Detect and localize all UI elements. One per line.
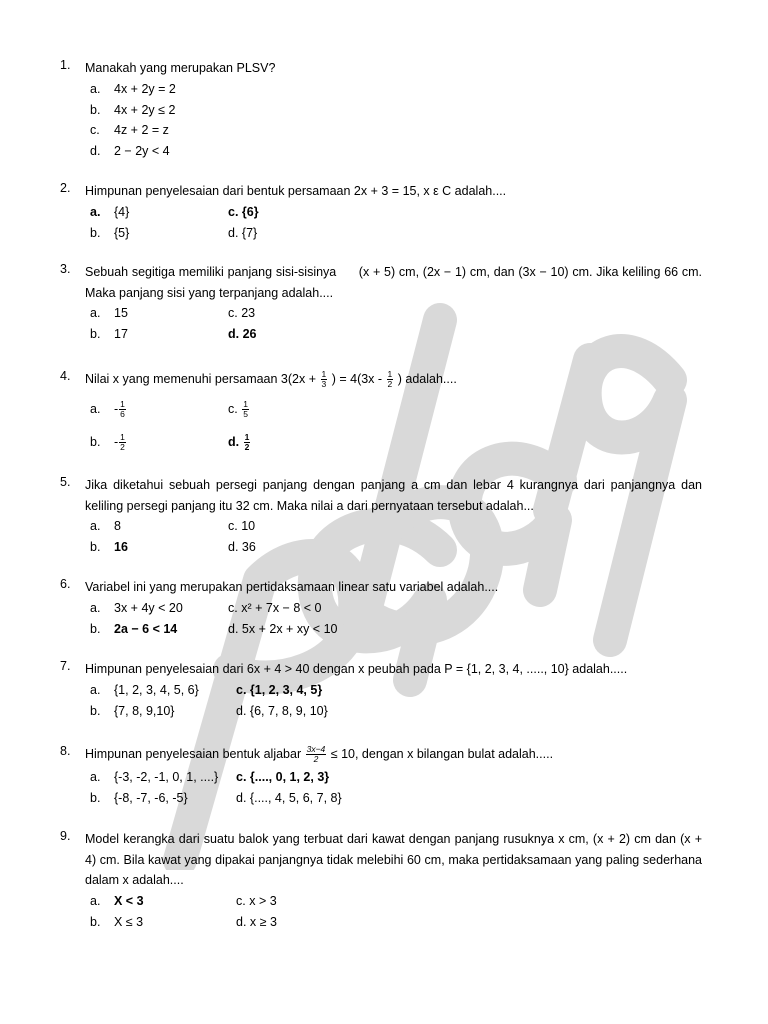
question-number: 9. xyxy=(60,829,71,843)
fraction-numerator: 3x−4 xyxy=(306,744,326,755)
option-d xyxy=(228,619,337,640)
option-c xyxy=(236,767,329,788)
option-letter: c. xyxy=(228,519,238,533)
option-sign: - xyxy=(114,402,119,416)
option-letter: d. xyxy=(90,144,101,158)
option-a xyxy=(90,79,176,100)
option-a xyxy=(90,598,183,619)
option-sign: - xyxy=(114,435,119,449)
option-text: {1, 2, 3, 4, 5, 6} xyxy=(114,683,199,697)
option-a xyxy=(90,891,144,912)
option-text: {6, 7, 8, 9, 10} xyxy=(249,704,328,718)
option-text: X ≤ 3 xyxy=(114,915,144,929)
option-d xyxy=(228,324,257,345)
option-letter: a. xyxy=(90,82,101,96)
option-letter: b. xyxy=(90,791,101,805)
option-text: {4} xyxy=(114,205,130,219)
option-a xyxy=(90,516,121,537)
question-number: 4. xyxy=(60,369,71,383)
option-text: 2a − 6 < 14 xyxy=(114,622,178,636)
fraction xyxy=(119,400,126,419)
option-text: 23 xyxy=(241,306,256,320)
question-stem: Jika diketahui sebuah persegi panjang dengan panjang a cm dan lebar 4 kurangnya dari panjangnya dan keliling persegi panjang itu 32 cm. Maka nilai a dari pernyataan tersebut adalah... xyxy=(85,478,702,513)
option-text: {-3, -2, -1, 0, 1, ....} xyxy=(114,770,219,784)
option-letter: c. xyxy=(228,402,238,416)
option-letter: c. xyxy=(228,306,238,320)
question-stem: Sebuah segitiga memiliki panjang sisi-sisinya (x + 5) cm, (2x − 1) cm, dan (3x − 10) cm. Jika keliling 66 cm. Maka panjang sisi yang terpanjang adalah.... xyxy=(85,265,706,300)
option-c xyxy=(228,598,321,619)
option-text: 8 xyxy=(114,519,121,533)
option-text: 5x + 2x + xy < 10 xyxy=(241,622,338,636)
option-a xyxy=(90,202,129,223)
option-letter: b. xyxy=(90,435,101,449)
fraction xyxy=(387,370,394,389)
option-text: {7, 8, 9,10} xyxy=(114,704,175,718)
option-letter: b. xyxy=(90,622,101,636)
question-stem xyxy=(85,369,702,390)
option-text: 36 xyxy=(241,540,256,554)
option-text: {5} xyxy=(114,226,130,240)
option-text: 3x + 4y < 20 xyxy=(114,601,183,615)
option-text: x² + 7x − 8 < 0 xyxy=(241,601,322,615)
option-letter: d. xyxy=(228,622,239,636)
fraction xyxy=(321,370,328,389)
question-number: 2. xyxy=(60,181,71,195)
option-text: 17 xyxy=(114,327,128,341)
option-letter: d. xyxy=(228,327,240,341)
question-stem xyxy=(85,744,702,765)
option-d xyxy=(228,428,251,456)
fraction-numerator: 1 xyxy=(387,369,393,380)
option-b xyxy=(90,100,175,121)
option-d xyxy=(228,223,257,244)
question-number: 8. xyxy=(60,744,71,758)
option-c xyxy=(228,516,255,537)
option-a xyxy=(90,767,218,788)
option-text: {-8, -7, -6, -5} xyxy=(114,791,188,805)
option-letter: c. xyxy=(228,205,239,219)
fraction-denominator: 6 xyxy=(120,409,125,420)
option-text: {6} xyxy=(241,205,259,219)
option-letter: b. xyxy=(90,103,101,117)
option-text: 4x + 2y = 2 xyxy=(114,82,176,96)
stem-text: Himpunan penyelesaian bentuk aljabar xyxy=(85,747,305,761)
fraction-denominator: 2 xyxy=(387,379,393,390)
question-number: 1. xyxy=(60,58,71,72)
option-letter: a. xyxy=(90,683,101,697)
fraction xyxy=(242,400,249,419)
option-letter: b. xyxy=(90,226,101,240)
stem-text: ≤ 10, dengan x bilangan bulat adalah..... xyxy=(327,747,554,761)
option-letter: a. xyxy=(90,402,101,416)
option-b xyxy=(90,324,128,345)
option-b xyxy=(90,912,143,933)
option-letter: a. xyxy=(90,205,101,219)
fraction-denominator: 2 xyxy=(120,442,125,453)
watermark-stroke-a1 xyxy=(315,525,440,680)
question-number: 6. xyxy=(60,577,71,591)
option-letter: c. xyxy=(236,683,247,697)
option-letter: d. xyxy=(236,791,247,805)
option-text: 26 xyxy=(242,327,257,341)
option-text: 2 − 2y < 4 xyxy=(114,144,170,158)
fraction xyxy=(119,433,126,452)
option-a xyxy=(90,395,127,423)
question-stem: Model kerangka dari suatu balok yang terbuat dari kawat dengan panjang rusuknya x cm, (x + 2) cm dan (x + 4) cm. Bila kawat yang dipakai panjangnya tidak melebihi 60 cm, maka pertidaksamaan yang paling sederhana dalam x adalah.... xyxy=(85,832,702,887)
fraction-denominator: 2 xyxy=(244,442,250,453)
option-b xyxy=(90,428,127,456)
option-letter: a. xyxy=(90,894,101,908)
option-letter: b. xyxy=(90,704,101,718)
option-text: x ≥ 3 xyxy=(249,915,277,929)
fraction-numerator: 1 xyxy=(120,399,125,410)
option-b xyxy=(90,537,128,558)
option-text: {7} xyxy=(241,226,258,240)
option-text: 16 xyxy=(114,540,128,554)
fraction-numerator: 1 xyxy=(321,369,327,380)
option-b xyxy=(90,223,129,244)
fraction-denominator: 5 xyxy=(243,409,248,420)
option-text: 4z + 2 = z xyxy=(114,123,169,137)
stem-text: Nilai x yang memenuhi persamaan 3(2x + xyxy=(85,372,320,386)
stem-text: ) adalah.... xyxy=(394,372,457,386)
question-stem: Himpunan penyelesaian dari bentuk persamaan 2x + 3 = 15, x ε C adalah.... xyxy=(85,184,507,198)
option-letter: a. xyxy=(90,519,101,533)
option-d xyxy=(236,912,277,933)
option-letter: b. xyxy=(90,915,101,929)
option-letter: a. xyxy=(90,770,101,784)
fraction-numerator: 1 xyxy=(244,432,250,443)
fraction-numerator: 1 xyxy=(120,432,125,443)
question-stem: Variabel ini yang merupakan pertidaksamaan linear satu variabel adalah.... xyxy=(85,580,499,594)
option-text: X < 3 xyxy=(114,894,144,908)
option-a xyxy=(90,680,199,701)
option-letter: c. xyxy=(236,770,247,784)
option-a xyxy=(90,303,128,324)
question-number: 3. xyxy=(60,262,71,276)
option-letter: d. xyxy=(228,435,240,449)
fraction-denominator: 2 xyxy=(313,754,319,765)
option-d xyxy=(90,141,170,162)
option-letter: d. xyxy=(236,915,247,929)
option-text: x > 3 xyxy=(249,894,277,908)
option-c xyxy=(90,120,169,141)
option-text: {...., 0, 1, 2, 3} xyxy=(249,770,330,784)
option-b xyxy=(90,788,188,809)
fraction-denominator: 3 xyxy=(321,379,327,390)
option-letter: c. xyxy=(228,601,238,615)
option-text: 15 xyxy=(114,306,128,320)
option-letter: d. xyxy=(228,540,239,554)
fraction xyxy=(244,433,251,452)
option-d xyxy=(236,788,342,809)
option-letter: d. xyxy=(236,704,247,718)
option-letter: c. xyxy=(236,894,246,908)
option-text: 10 xyxy=(241,519,256,533)
fraction-numerator: 1 xyxy=(243,399,248,410)
option-c xyxy=(236,891,277,912)
option-letter: a. xyxy=(90,306,101,320)
option-letter: c. xyxy=(90,123,100,137)
option-letter: d. xyxy=(228,226,239,240)
option-letter: a. xyxy=(90,601,101,615)
option-b xyxy=(90,701,174,722)
option-text: {...., 4, 5, 6, 7, 8} xyxy=(249,791,342,805)
question-number: 7. xyxy=(60,659,71,673)
option-text: 4x + 2y ≤ 2 xyxy=(114,103,176,117)
option-c xyxy=(228,202,259,223)
option-letter: b. xyxy=(90,540,101,554)
option-d xyxy=(228,537,256,558)
option-c xyxy=(228,395,250,423)
option-b xyxy=(90,619,177,640)
option-text: {1, 2, 3, 4, 5} xyxy=(249,683,323,697)
fraction xyxy=(306,745,327,764)
question-number: 5. xyxy=(60,475,71,489)
option-d xyxy=(236,701,328,722)
stem-text: ) = 4(3x - xyxy=(328,372,386,386)
question-stem: Manakah yang merupakan PLSV? xyxy=(85,61,276,75)
option-c xyxy=(228,303,255,324)
option-letter: b. xyxy=(90,327,101,341)
question-stem: Himpunan penyelesaian dari 6x + 4 > 40 dengan x peubah pada P = {1, 2, 3, 4, ....., 10} adalah..... xyxy=(85,662,628,676)
option-c xyxy=(236,680,322,701)
